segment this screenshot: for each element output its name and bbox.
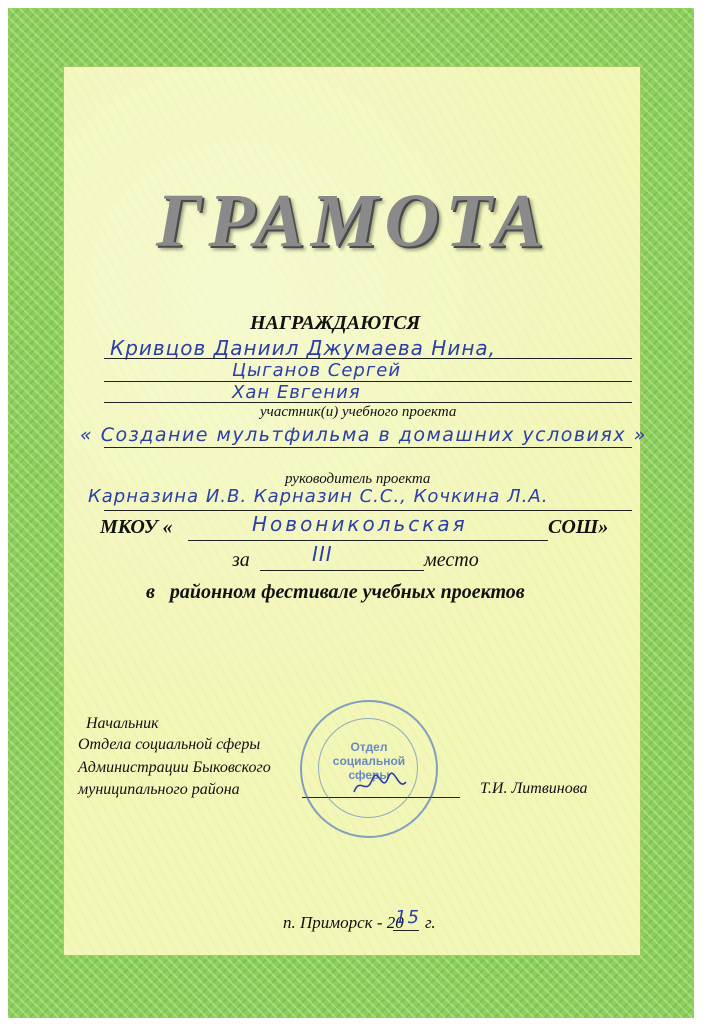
participants-rule-3 <box>104 402 632 403</box>
school-suffix: СОШ» <box>548 516 609 538</box>
supervisors-rule <box>104 510 632 511</box>
participants-line-2: Цыганов Сергей <box>232 360 402 381</box>
place-prefix: за <box>232 549 250 571</box>
festival-text: в районном фестивале учебных проектов <box>146 581 525 603</box>
supervisors-names: Карназина И.В. Карназин С.С., Кочкина Л.А. <box>88 486 549 507</box>
participants-rule-1 <box>104 358 632 359</box>
school-prefix: МКОУ « <box>100 516 173 538</box>
place-value: III <box>312 542 333 566</box>
stamp-line-1: Отдел <box>350 740 388 754</box>
school-rule <box>188 540 548 541</box>
supervisor-caption: руководитель проекта <box>285 471 431 487</box>
participants-line-3: Хан Евгения <box>232 382 361 403</box>
signatory-name: Т.И. Литвинова <box>480 780 588 797</box>
participants-line-1: Кривцов Даниил Джумаева Нина, <box>110 336 497 360</box>
project-name: « Создание мультфильма в домашних условиях » <box>80 424 647 446</box>
footer-year-rule <box>393 930 419 931</box>
footer-place: п. Приморск - 20 <box>283 913 404 932</box>
awarded-heading: НАГРАЖДАЮТСЯ <box>250 312 421 334</box>
participant-caption: участник(и) учебного проекта <box>260 404 457 420</box>
signatory-line-3: Администрации Быковского <box>78 759 271 776</box>
school-name: Новоникольская <box>252 512 468 536</box>
signatory-line-4: муниципального района <box>78 781 240 798</box>
footer-year: 15 <box>395 907 420 928</box>
signatory-line-1: Начальник <box>86 715 159 732</box>
official-stamp <box>300 700 438 838</box>
place-rule <box>260 570 424 571</box>
stamp-line-3: сферы <box>348 768 390 782</box>
project-rule <box>104 447 632 448</box>
certificate-title: ГРАМОТА <box>156 179 550 263</box>
place-suffix: место <box>424 549 479 571</box>
handwritten-signature <box>350 770 410 800</box>
participants-rule-2 <box>104 381 632 382</box>
signatory-line-2: Отдела социальной сферы <box>78 736 261 753</box>
footer-end: г. <box>425 913 436 932</box>
stamp-line-2: социальной <box>332 754 406 768</box>
